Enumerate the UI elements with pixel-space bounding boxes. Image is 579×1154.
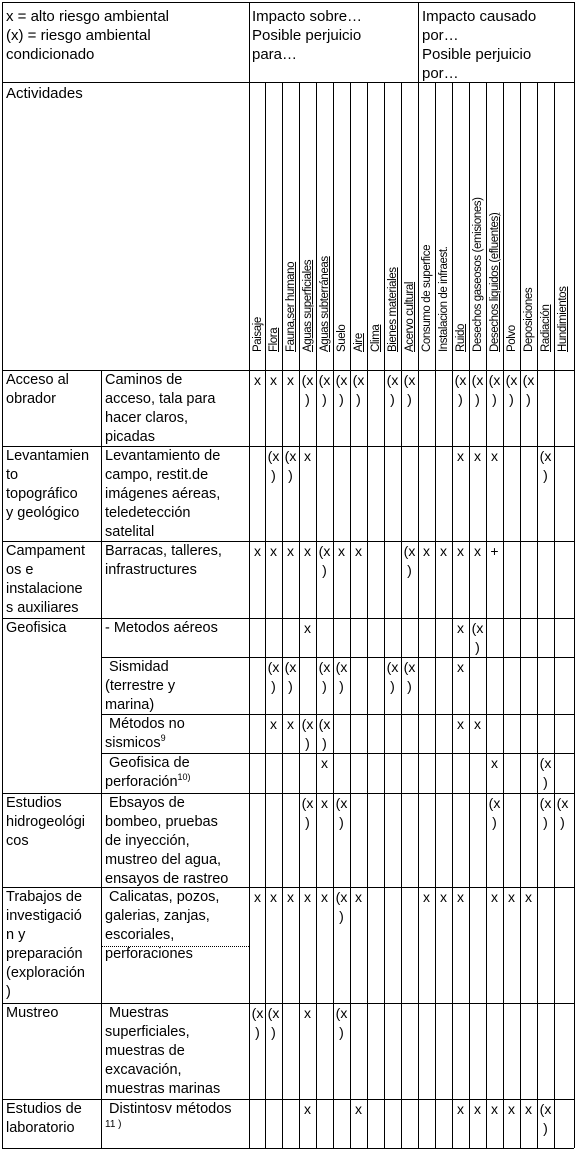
matrix-mark: (x ) [488, 795, 501, 830]
matrix-mark: x [270, 889, 277, 905]
matrix-mark: (x ) [471, 620, 484, 655]
row-activity-label: - Metodos aéreos [105, 620, 218, 636]
matrix-mark: x [525, 1101, 532, 1117]
impact-by-heading-4: por… [422, 65, 459, 82]
matrix-mark: (x ) [318, 543, 331, 578]
header-vdivider-1 [249, 2, 250, 82]
matrix-mark: (x ) [386, 372, 399, 407]
row-activity-label: Sismidad (terrestre y marina) [105, 659, 176, 713]
column-header: Deposiciones [523, 287, 535, 352]
matrix-mark: (x ) [539, 448, 552, 483]
matrix-mark: + [490, 543, 499, 559]
column-header: Aguas superficiales [302, 259, 314, 352]
matrix-mark: (x ) [284, 448, 297, 483]
impact-by-heading-2: por… [422, 27, 459, 44]
row-group-label: Estudios de laboratorio [6, 1101, 82, 1136]
impact-on-heading-2: Posible perjuicio [252, 27, 362, 44]
column-header: Ruido [455, 323, 467, 352]
row-activity-label: Métodos no sismicos$^9$ [105, 716, 185, 751]
row-group-label: Acceso al obrador [6, 372, 69, 407]
matrix-mark: x [304, 1101, 311, 1117]
matrix-mark: (x ) [301, 372, 314, 407]
legend-line-2: (x) = riesgo ambiental [6, 27, 151, 44]
matrix-mark: x [508, 889, 515, 905]
column-divider [265, 82, 266, 1148]
matrix-mark: x [287, 372, 294, 388]
column-divider [554, 82, 555, 1148]
column-divider [384, 82, 385, 1148]
matrix-mark: (x ) [522, 372, 535, 407]
matrix-mark: x [457, 448, 464, 464]
column-header: Fauna,ser humano [285, 261, 297, 352]
column-divider [401, 82, 402, 1148]
column-divider [469, 82, 470, 1148]
matrix-mark: (x ) [335, 1005, 348, 1040]
matrix-mark: x [457, 889, 464, 905]
column-divider [520, 82, 521, 1148]
column-header: Paisaje [252, 317, 264, 352]
matrix-mark: x [474, 543, 481, 559]
matrix-mark: (x ) [335, 889, 348, 924]
matrix-mark: x [355, 889, 362, 905]
column-divider [249, 82, 250, 1148]
matrix-mark: x [457, 543, 464, 559]
column-header: Aire [353, 333, 365, 352]
matrix-mark: x [525, 889, 532, 905]
row-activity-label: Ebsayos de bombeo, pruebas de inyección, mustreo del agua, ensayos de rastreo [105, 795, 229, 887]
footnote-marker: 11 ) [105, 1119, 122, 1130]
column-header: Hundimientos [557, 286, 569, 352]
column-header: Acervo cultural [404, 281, 416, 352]
row-group-label: Campament os e instalacione s auxiliares [6, 543, 85, 616]
impact-on-heading-1: Impacto sobre… [252, 8, 363, 25]
footnote-marker: 9 [160, 733, 166, 744]
row-activity-label: Muestras superficiales, muestras de excavación, muestras marinas [105, 1005, 221, 1097]
matrix-mark: x [355, 543, 362, 559]
matrix-mark: (x ) [267, 1005, 280, 1040]
legend-line-1: x = alto riesgo ambiental [6, 8, 170, 25]
matrix-mark: x [270, 543, 277, 559]
column-divider [333, 82, 334, 1148]
column-divider [282, 82, 283, 1148]
activities-label: Actividades [6, 85, 83, 102]
matrix-mark: x [304, 448, 311, 464]
column-header: Radiación [540, 304, 552, 352]
matrix-mark: x [304, 1005, 311, 1021]
matrix-mark: x [355, 1101, 362, 1117]
column-divider [435, 82, 436, 1148]
matrix-mark: (x ) [539, 1101, 552, 1136]
matrix-mark: x [491, 889, 498, 905]
matrix-mark: x [457, 1101, 464, 1117]
legend-line-3: condicionado [6, 46, 95, 63]
matrix-mark: x [321, 889, 328, 905]
matrix-mark: x [474, 448, 481, 464]
matrix-mark: x [474, 1101, 481, 1117]
impact-by-heading-1: Impacto causado [422, 8, 537, 25]
matrix-mark: (x ) [335, 372, 348, 407]
column-divider [537, 82, 538, 1148]
column-divider [316, 82, 317, 1148]
row-group-label: Geofisica [6, 620, 67, 636]
column-divider [299, 82, 300, 1148]
column-header: Bienes materiales [387, 267, 399, 352]
row-activity-label: Geofisica de perforación$^{10)}$ [105, 755, 191, 790]
column-divider [418, 82, 419, 1148]
row-group-label: Trabajos de investigació n y preparación (exploración ) [6, 889, 85, 1000]
column-header: Desechos liquidos (efluentes) [489, 212, 501, 352]
matrix-mark: (x ) [352, 372, 365, 407]
matrix-mark: x [321, 795, 328, 811]
table-border-top [2, 2, 574, 3]
matrix-mark: (x ) [403, 659, 416, 694]
impact-by-heading-3: Posible perjuicio [422, 46, 532, 63]
matrix-mark: x [304, 889, 311, 905]
matrix-mark: x [457, 620, 464, 636]
column-header: Consumo de superfice [421, 244, 433, 352]
matrix-mark: x [304, 543, 311, 559]
header-vdivider-2 [418, 2, 419, 82]
matrix-mark: (x ) [284, 659, 297, 694]
table-border-bottom [2, 1148, 574, 1149]
matrix-mark: x [254, 543, 261, 559]
row-group-label: Mustreo [6, 1005, 59, 1021]
row-activity-label: Levantamiento de campo, restit.de imágenes aéreas, teledetección satelital [105, 448, 221, 540]
matrix-mark: (x ) [556, 795, 569, 830]
row-group-label: Levantamien to topográfico y geológico [6, 448, 90, 521]
row-divider [2, 618, 574, 619]
matrix-mark: x [254, 889, 261, 905]
matrix-mark: (x ) [267, 448, 280, 483]
column-header: Polvo [506, 325, 518, 352]
row-group-label: Estudios hidrogeológi cos [6, 795, 86, 849]
matrix-mark: (x ) [471, 372, 484, 407]
column-divider [350, 82, 351, 1148]
matrix-mark: (x ) [403, 543, 416, 578]
column-header: Aguas subterráneas [319, 256, 331, 352]
matrix-mark: x [287, 543, 294, 559]
matrix-mark: (x ) [539, 795, 552, 830]
matrix-mark: x [270, 716, 277, 732]
column-divider [503, 82, 504, 1148]
column-divider [486, 82, 487, 1148]
matrix-mark: x [338, 543, 345, 559]
matrix-mark: x [440, 543, 447, 559]
matrix-mark: x [304, 620, 311, 636]
matrix-mark: x [491, 448, 498, 464]
matrix-mark: x [491, 755, 498, 771]
matrix-mark: x [254, 372, 261, 388]
column-header: Suelo [336, 324, 348, 352]
group-activity-divider [101, 370, 102, 1148]
matrix-mark: (x ) [318, 659, 331, 694]
table-border-right [574, 2, 575, 1148]
row-divider [2, 1003, 574, 1004]
matrix-mark: x [270, 372, 277, 388]
matrix-mark: x [423, 543, 430, 559]
matrix-mark: (x ) [386, 659, 399, 694]
matrix-mark: (x ) [318, 716, 331, 751]
matrix-mark: x [440, 889, 447, 905]
table-border-left [2, 2, 3, 1148]
column-header: Flora [268, 327, 280, 352]
matrix-mark: x [474, 716, 481, 732]
matrix-mark: (x ) [301, 795, 314, 830]
matrix-mark: x [287, 716, 294, 732]
matrix-mark: x [423, 889, 430, 905]
matrix-mark: x [508, 1101, 515, 1117]
matrix-mark: x [287, 889, 294, 905]
matrix-mark: x [321, 755, 328, 771]
column-header: Desechos gaseosos (emisiones) [472, 197, 484, 352]
impact-on-heading-3: para… [252, 46, 298, 63]
matrix-mark: x [457, 659, 464, 675]
matrix-mark: (x ) [539, 755, 552, 790]
matrix-mark: (x ) [454, 372, 467, 407]
matrix-mark: x [457, 716, 464, 732]
row-activity-label: Barracas, talleres, infrastructures [105, 543, 222, 578]
matrix-mark: (x ) [505, 372, 518, 407]
matrix-mark: x [491, 1101, 498, 1117]
matrix-mark: (x ) [301, 716, 314, 751]
matrix-mark: (x ) [403, 372, 416, 407]
row-activity-label: Calicatas, pozos, galerias, zanjas, escoriales, perforaciones [105, 889, 220, 962]
matrix-mark: (x ) [488, 372, 501, 407]
matrix-mark: (x ) [267, 659, 280, 694]
matrix-mark: (x ) [251, 1005, 264, 1040]
footnote-marker: 10) [177, 772, 191, 783]
row-activity-label: Distintosv métodos 11 ) [105, 1101, 232, 1130]
matrix-mark: (x ) [335, 795, 348, 830]
column-header: Instalacion de infraest. [438, 246, 450, 352]
header-divider [2, 82, 574, 83]
column-header: Clima [370, 324, 382, 352]
matrix-mark: (x ) [318, 372, 331, 407]
matrix-mark: (x ) [335, 659, 348, 694]
column-divider [367, 82, 368, 1148]
row-activity-label: Caminos de acceso, tala para hacer claros, picadas [105, 372, 216, 445]
column-divider [452, 82, 453, 1148]
